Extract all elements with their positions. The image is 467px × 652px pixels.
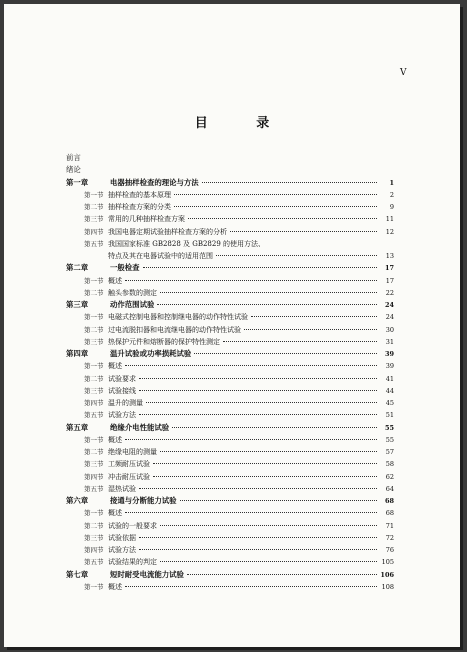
page-number: V: [400, 68, 407, 78]
toc-leader-dots: [187, 574, 377, 575]
toc-leader-dots: [139, 549, 377, 550]
toc-leader-dots: [146, 402, 377, 403]
toc-section-entry: [66, 311, 394, 323]
toc-entry-title: 常用的几种抽样检查方案: [108, 215, 185, 224]
toc-page-number: 76: [385, 546, 394, 554]
toc-leader-dots: [125, 512, 377, 513]
toc-chapter-entry: [66, 299, 394, 311]
toc-entry-title: 试验接线: [108, 386, 136, 395]
toc-leader-dots: [216, 255, 377, 256]
toc-leader-dots: [125, 439, 377, 440]
toc-leader-dots: [157, 304, 377, 305]
document-page: [4, 4, 460, 647]
toc-entry-number: 第二节: [84, 325, 104, 334]
toc-entry-title: 试验方法: [108, 546, 136, 554]
toc-leader-dots: [180, 500, 377, 501]
toc-page-number: 30: [385, 325, 394, 334]
toc-entry-number: 第四节: [84, 472, 104, 481]
toc-entry-title: 抽样检查方案的分类: [108, 203, 171, 211]
toc-entry-title: 试验方法: [108, 411, 136, 420]
toc-section-entry: [66, 373, 394, 385]
toc-entry-number: 第四节: [84, 399, 104, 407]
toc-section-entry: [66, 201, 394, 213]
toc-page-number: 55: [385, 435, 394, 444]
toc-entry-title: 温升试验或功率损耗试验: [110, 349, 192, 358]
toc-section-entry: [66, 507, 394, 519]
toc-leader-dots: [139, 378, 377, 379]
toc-entry-number: 第六章: [66, 496, 89, 505]
toc-section-entry: [66, 544, 394, 556]
toc-page-number: 68: [385, 509, 394, 518]
toc-chapter-entry: [66, 569, 394, 581]
toc-entry-title: 试验的一般要求: [108, 521, 157, 530]
toc-leader-dots: [188, 218, 377, 219]
toc-section-entry: [66, 324, 394, 336]
toc-section-entry: [66, 189, 394, 201]
toc-leader-dots: [194, 353, 377, 354]
toc-entry-title: 概述: [108, 582, 122, 591]
toc-entry-number: 第二节: [84, 374, 104, 383]
toc-page-number: 2: [389, 190, 394, 199]
toc-page-number: 68: [384, 497, 394, 505]
toc-entry-number: 第三章: [66, 300, 89, 309]
toc-entry-number: 第一章: [66, 177, 89, 187]
toc-page-number: 41: [385, 374, 394, 383]
toc-page-number: 44: [385, 386, 394, 395]
toc-page-number: 55: [384, 423, 394, 432]
toc-entry-number: 第一节: [84, 509, 104, 518]
toc-entry-number: 第三节: [84, 460, 104, 469]
toc-entry-title: 短时耐受电流能力试验: [110, 569, 184, 579]
toc-section-entry: [66, 360, 394, 372]
toc-entry-number: 第七章: [66, 569, 89, 579]
toc-entry-title: 抽样检查的基本原理: [108, 190, 171, 199]
toc-chapter-entry: [66, 422, 394, 434]
toc-leader-dots: [223, 341, 377, 342]
toc-leader-dots: [172, 427, 377, 428]
toc-entry-title: 动作范围试验: [110, 300, 155, 309]
toc-entry-title: 电磁式控制电器和控制继电器的动作特性试验: [108, 313, 248, 322]
toc-entry-number: 第一节: [84, 313, 104, 322]
toc-leader-dots: [160, 292, 377, 293]
toc-section-entry: [66, 483, 394, 495]
toc-section-entry: [66, 471, 394, 483]
toc-leader-dots: [153, 463, 377, 464]
toc-section-entry: [66, 336, 394, 348]
toc-entry-title: 试验要求: [108, 374, 136, 383]
toc-entry-number: 第五节: [84, 558, 104, 567]
toc-page-number: 11: [385, 215, 394, 224]
toc-entry-title: 概述: [108, 362, 122, 371]
toc-page-number: 24: [385, 313, 394, 322]
toc-page-number: 71: [385, 521, 394, 530]
toc-entry-number: 第五节: [84, 411, 104, 420]
toc-entry-title: 特点及其在电器试验中的适用范围: [108, 252, 213, 260]
toc-leader-dots: [143, 267, 377, 268]
toc-entry: [66, 152, 394, 164]
toc-entry-number: 第一节: [84, 362, 104, 371]
toc-entry-number: 第五章: [66, 422, 89, 432]
toc-page-number: 108: [381, 582, 394, 591]
toc-section-entry: [66, 434, 394, 446]
toc-page-number: 13: [385, 252, 394, 260]
toc-entry-title: 绝缘电阻的测量: [108, 448, 157, 456]
toc-section-entry: [66, 520, 394, 532]
toc-page-number: 58: [385, 460, 394, 469]
toc-page-number: 17: [385, 276, 394, 285]
toc-leader-dots: [174, 194, 377, 195]
toc-entry-title: 绝缘介电性能试验: [110, 422, 170, 432]
toc-section-entry: [66, 226, 394, 238]
toc-leader-dots: [174, 206, 377, 207]
toc-leader-dots: [244, 329, 377, 330]
toc-entry-number: 第一节: [84, 190, 104, 199]
toc-entry-title: 概述: [108, 276, 122, 285]
toc-page-number: 9: [389, 203, 394, 211]
toc-page-number: 106: [380, 570, 394, 579]
toc-entry-title: 接通与分断能力试验: [110, 496, 177, 505]
toc-leader-dots: [125, 586, 377, 587]
toc-section-entry: [66, 532, 394, 544]
toc-chapter-entry: [66, 495, 394, 507]
toc-leader-dots: [125, 280, 377, 281]
toc-leader-dots: [139, 537, 377, 538]
toc-leader-dots: [230, 231, 377, 232]
toc-section-entry: [66, 238, 394, 250]
toc-entry-number: 第三节: [84, 386, 104, 395]
toc-entry: [66, 164, 394, 176]
toc-entry-number: 第二节: [84, 288, 104, 297]
toc-entry-title: 一般检查: [110, 263, 140, 273]
toc-page-number: 39: [384, 350, 394, 358]
toc-leader-dots: [160, 525, 377, 526]
page-title: 目 录: [194, 116, 292, 131]
toc-page-number: 57: [385, 448, 394, 456]
toc-page-number: 12: [385, 227, 394, 236]
toc-leader-dots: [160, 561, 377, 562]
toc-page-number: 64: [385, 484, 394, 493]
toc-entry-number: 第一节: [84, 435, 104, 444]
toc-chapter-entry: [66, 262, 394, 274]
toc-page-number: 17: [384, 264, 394, 273]
toc-chapter-entry: [66, 177, 394, 189]
toc-page-number: 72: [385, 533, 394, 542]
toc-entry-number: 第三节: [84, 533, 104, 542]
toc-leader-dots: [139, 390, 377, 391]
toc-entry-title: 概述: [108, 509, 122, 518]
toc-section-entry: [66, 556, 394, 568]
toc-entry-title: 冲击耐压试验: [108, 472, 150, 481]
toc-section-entry: [66, 409, 394, 421]
toc-page-number: 39: [385, 362, 394, 371]
toc-section-entry: [66, 275, 394, 287]
toc-entry-number: 第四节: [84, 546, 104, 554]
toc-page-number: 45: [385, 399, 394, 407]
toc-section-entry: [66, 213, 394, 225]
toc-entry-number: 第四章: [66, 349, 89, 358]
toc-entry-number: 第五节: [84, 239, 104, 248]
toc-entry-title: 试验依据: [108, 533, 136, 542]
toc-entry-number: 第二节: [84, 203, 104, 211]
toc-page-number: 62: [385, 472, 394, 481]
toc-entry-number: 第五节: [84, 484, 104, 493]
toc-page-number: 105: [381, 558, 394, 567]
toc-section-entry: [66, 446, 394, 458]
toc-entry-title: 前言: [66, 153, 81, 162]
toc-page-number: 22: [385, 288, 394, 297]
toc-leader-dots: [202, 182, 377, 183]
toc-entry-number: 第二节: [84, 521, 104, 530]
toc-entry-title: 绪论: [66, 165, 81, 175]
toc-leader-dots: [153, 476, 377, 477]
toc-leader-dots: [139, 414, 377, 415]
toc-leader-dots: [125, 365, 377, 366]
toc-leader-dots: [139, 488, 377, 489]
toc-chapter-entry: [66, 348, 394, 360]
toc-entry-title: 热保护元件和熔断器的保护特性测定: [108, 337, 220, 346]
toc-entry-title: 过电流脱扣器和电流继电器的动作特性试验: [108, 325, 241, 334]
toc-section-entry: [66, 397, 394, 409]
toc-leader-dots: [160, 451, 377, 452]
toc-entry-number: 第二章: [66, 263, 89, 273]
toc-entry-number: 第四节: [84, 227, 104, 236]
toc-entry-title: 我国电器定期试验抽样检查方案的分析: [108, 227, 227, 236]
toc-entry-title: 温升的测量: [108, 399, 143, 407]
toc-entry-title: 电器抽样检查的理论与方法: [110, 177, 199, 187]
toc-section-entry: [66, 581, 394, 593]
toc-entry-title: 概述: [108, 435, 122, 444]
toc-entry-number: 第三节: [84, 337, 104, 346]
toc-entry-title: 工频耐压试验: [108, 460, 150, 469]
toc-page-number: 31: [385, 337, 394, 346]
toc-entry-number: 第一节: [84, 582, 104, 591]
toc-entry-number: 第二节: [84, 448, 104, 456]
toc-entry-title: 湿热试验: [108, 484, 136, 493]
toc-section-entry: [66, 385, 394, 397]
toc-page-number: 24: [384, 301, 394, 309]
toc-entry-number: 第一节: [84, 276, 104, 285]
toc-entry-title: 我国国家标准 GB2828 及 GB2829 的使用方法、: [108, 239, 266, 248]
toc-page-number: 1: [389, 178, 394, 187]
toc-section-entry: [66, 458, 394, 470]
toc-entry-continuation: [66, 250, 394, 262]
toc-page-number: 51: [385, 411, 394, 420]
toc-entry-title: 试验结果的判定: [108, 558, 157, 567]
toc-entry-title: 触头参数的测定: [108, 288, 157, 297]
table-of-contents: [66, 152, 394, 593]
toc-entry-number: 第三节: [84, 215, 104, 224]
toc-leader-dots: [251, 316, 377, 317]
toc-section-entry: [66, 287, 394, 299]
